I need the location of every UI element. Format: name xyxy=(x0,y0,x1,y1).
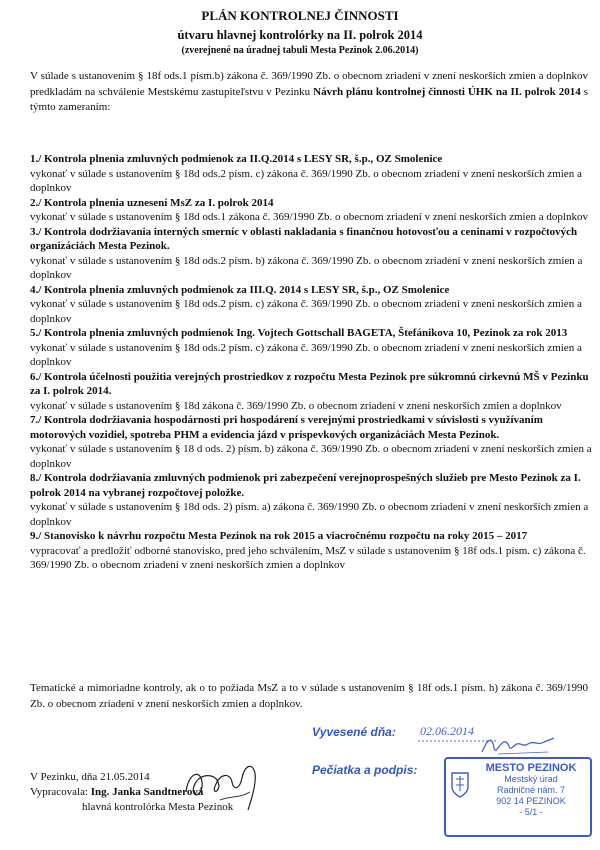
item-title: 2./ Kontrola plnenia uznesení MsZ za I. polrok 2014 xyxy=(30,196,274,209)
intro-bold: Návrh plánu kontrolnej činnosti ÚHK na II. polrok 2014 xyxy=(313,85,581,98)
posted-label: Vyvesené dňa: xyxy=(312,725,396,739)
item-title: 1./ Kontrola plnenia zmluvných podmienok za II.Q.2014 s LESY SR, š.p., OZ Smolenice xyxy=(30,153,443,165)
publication-note: (zverejnené na úradnej tabuli Mesta Pezinok 2.06.2014) xyxy=(181,45,419,56)
list-item xyxy=(30,471,594,529)
item-title: 5./ Kontrola plnenia zmluvných podmienok Ing. Vojtech Gottschall BAGETA, Štefánikova 10, Pezinok za rok 2013 xyxy=(30,327,568,339)
list-item xyxy=(30,152,594,196)
stamp-label: Pečiatka a podpis: xyxy=(312,763,418,777)
official-signature-icon xyxy=(180,752,270,814)
official-stamp xyxy=(444,757,592,837)
intro-text: V súlade s ustanovením § 18f ods.1 písm.b) zákona č. 369/1990 Zb. o obecnom zriadení v znení neskorších zmien a doplnkov predkladám na schválenie Mestskému zastupiteľstvu v Pezinku xyxy=(30,70,588,98)
stamp-line: 902 14 PEZINOK xyxy=(496,796,566,806)
item-text: vypracovať a predložiť odborné stanovisko, pred jeho schválením, MsZ v súlade s ustanovením § 18f ods.1 písm. c) zákona č. 369/1990 Zb. o obecnom zriadení v znení neskorších zmien a doplnkov xyxy=(30,544,586,571)
item-text: vykonať v súlade s ustanovením § 18 d ods. 2) písm. b) zákona č. 369/1990 Zb. o obecnom zriadení v znení neskorších zmien a doplnkov xyxy=(30,443,592,470)
item-text: vykonať v súlade s ustanovením § 18d ods. 2) písm. a) zákona č. 369/1990 Zb. o obecnom zriadení v znení neskorších zmien a doplnkov xyxy=(30,501,589,528)
item-title: 6./ Kontrola účelnosti použitia verejných prostriedkov z rozpočtu Mesta Pezinok pre súkromnú cirkevnú MŠ v Pezinku za I. polrok 2014. xyxy=(30,370,589,397)
item-text: vykonať v súlade s ustanovením § 18d ods.1 zákona č. 369/1990 Zb. o obecnom zriadení v znení neskorších zmien a doplnkov xyxy=(30,211,588,223)
list-item xyxy=(30,225,594,283)
list-item xyxy=(30,370,594,414)
list-item xyxy=(30,413,594,471)
intro-paragraph xyxy=(30,69,588,116)
stamp-line: - 5/1 - xyxy=(519,807,543,817)
item-title: 9./ Stanovisko k návrhu rozpočtu Mesta Pezinok na rok 2015 a viacročnému rozpočtu na roky 2015 – 2017 xyxy=(30,530,528,542)
item-title: 3./ Kontrola dodržiavania interných smerníc v oblasti nakladania s finančnou hotovosťou a ceninami v rozpočtových organizáciách Mesta Pezinok. xyxy=(30,225,578,252)
item-text: vykonať v súlade s ustanovením § 18d ods.2 písm. c) zákona č. 369/1990 Zb. o obecnom zriadení v znení neskorších zmien a doplnkov xyxy=(30,298,582,325)
coat-of-arms-icon xyxy=(450,771,470,799)
item-text: vykonať v súlade s ustanovením § 18d ods.2 písm. c) zákona č. 369/1990 Zb. o obecnom zriadení v znení neskorších zmien a doplnkov xyxy=(30,167,582,194)
prepared-name: Ing. Janka Sandtnerová xyxy=(90,786,204,798)
list-item xyxy=(30,529,594,573)
stamp-name: MESTO PEZINOK xyxy=(485,762,577,774)
prepared-label: Vypracovala: xyxy=(30,786,89,798)
item-text: vykonať v súlade s ustanovením § 18d ods.2 písm. b) zákona č. 369/1990 Zb. o obecnom zriadení v znení neskorších zmien a doplnkov xyxy=(30,254,583,281)
item-text: vykonať v súlade s ustanovením § 18d ods.2 písm. c) zákona č. 369/1990 Zb. o obecnom zriadení v znení neskorších zmien a doplnkov xyxy=(30,341,582,368)
prepared-role: hlavná kontrolórka Mesta Pezinok xyxy=(82,801,234,813)
document-subtitle: útvaru hlavnej kontrolórky na II. polrok 2014 xyxy=(177,28,423,42)
item-title: 7./ Kontrola dodržiavania hospodárnosti pri hospodárení s verejnými prostriedkami v súvislosti s využívaním motorových vozidiel, spotreba PHM a evidencia jázd v príspevkových organizáciách Mesta Pezinok. xyxy=(30,414,543,441)
document-title: PLÁN KONTROLNEJ ČINNOSTI xyxy=(201,8,399,23)
handwritten-signature-icon xyxy=(478,732,558,758)
control-items-list xyxy=(30,152,594,573)
list-item xyxy=(30,283,594,327)
stamp-line: Radničné nám. 7 xyxy=(496,785,566,795)
closing-paragraph: Tematické a mimoriadne kontroly, ak o to požiada MsZ a to v súlade s ustanovením § 18f ods.1 písm. h) zákona č. 369/1990 Zb. o obecnom zriadení v znení neskorších zmien a doplnkov. xyxy=(30,682,588,710)
item-title: 8./ Kontrola dodržiavania zmluvných podmienok pri zabezpečení verejnoprospešných služieb pre Mesto Pezinok za I. polrok 2014 na vybranej rozpočtovej položke. xyxy=(30,472,581,499)
place-date: V Pezinku, dňa 21.05.2014 xyxy=(30,771,150,783)
item-title: 4./ Kontrola plnenia zmluvných podmienok za III.Q. 2014 s LESY SR, š.p., OZ Smolenice xyxy=(30,283,450,296)
intro-tail: s týmto zameraním: xyxy=(30,85,588,113)
list-item xyxy=(30,196,594,225)
list-item xyxy=(30,326,594,370)
item-text: vykonať v súlade s ustanovením § 18d zákona č. 369/1990 Zb. o obecnom zriadení v znení neskorších zmien a doplnkov xyxy=(30,399,562,412)
stamp-line: Mestský úrad xyxy=(504,774,558,784)
posted-date: 02.06.2014 xyxy=(420,724,474,738)
